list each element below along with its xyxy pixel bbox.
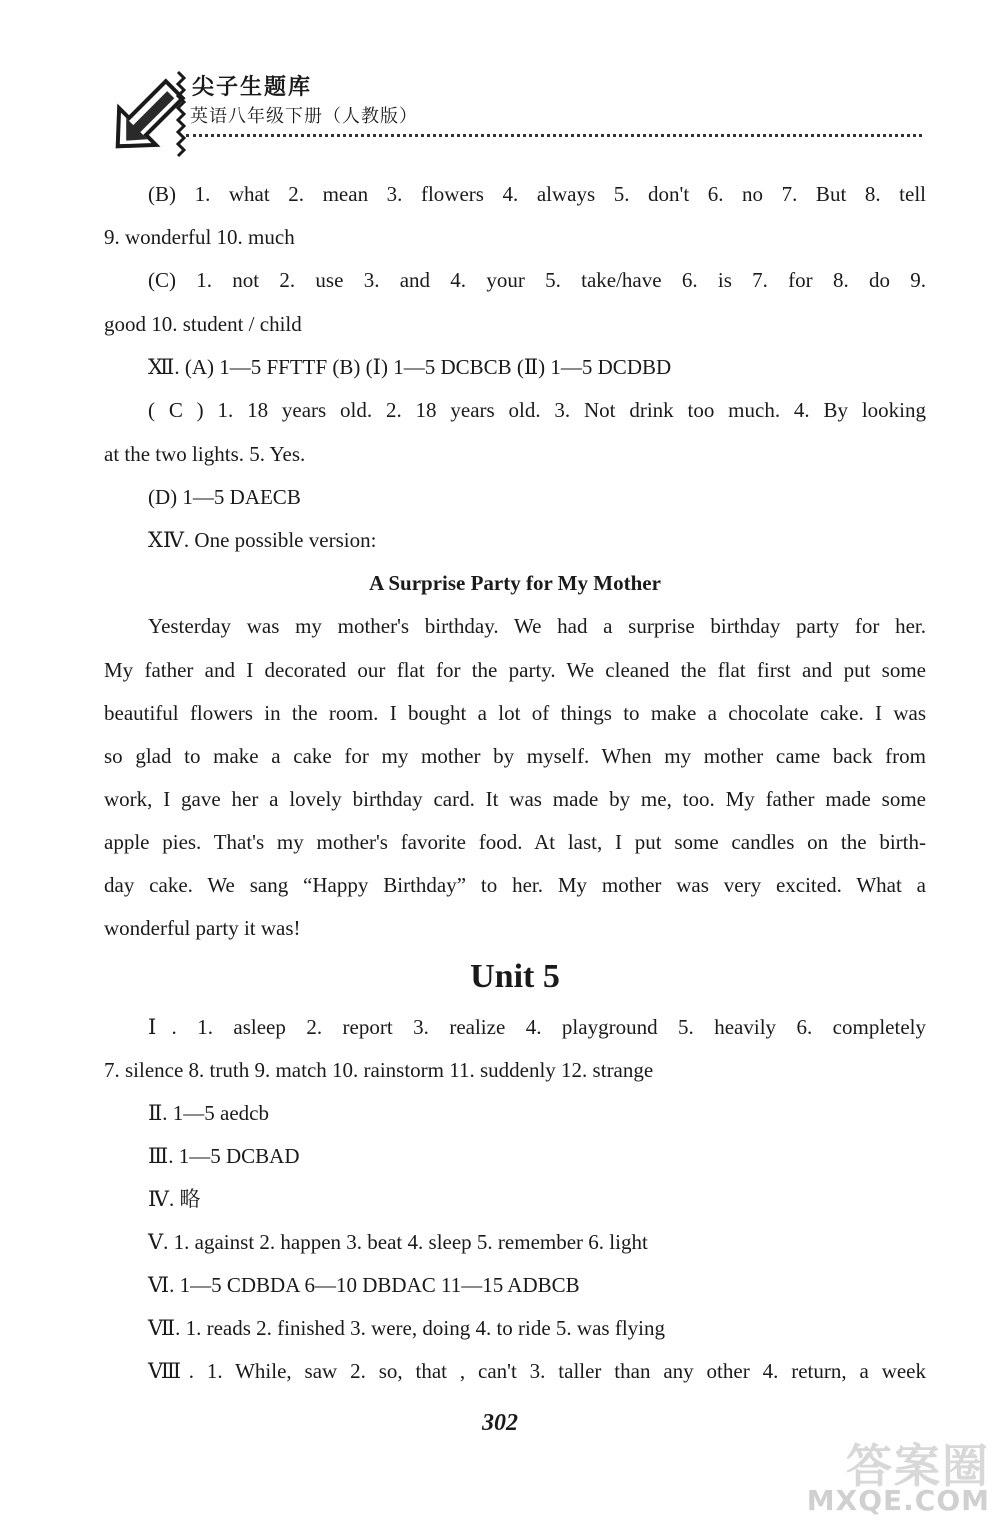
unit-answer-line: Ⅶ. 1. reads 2. finished 3. were, doing 4. to ride 5. was flying	[148, 1316, 666, 1340]
unit-answer-line: Ⅲ. 1—5 DCBAD	[148, 1144, 300, 1168]
book-subtitle: 英语八年级下册（人教版）	[190, 106, 418, 127]
answer-line: (D) 1—5 DAECB	[148, 485, 301, 509]
page-number: 302	[482, 1410, 518, 1436]
answer-line: ( C ) 1. 18 years old. 2. 18 years old. 3. Not drink too much. 4. By looking	[148, 398, 926, 422]
essay-line: work, I gave her a lovely birthday card. It was made by me, too. My father made some	[104, 787, 926, 811]
essay-line: day cake. We sang “Happy Birthday” to her. My mother was very excited. What a	[104, 873, 926, 897]
essay-line: My father and I decorated our flat for the party. We cleaned the flat first and put some	[104, 658, 926, 682]
unit-answer-line: 7. silence 8. truth 9. match 10. rainstorm 11. suddenly 12. strange	[104, 1058, 654, 1082]
unit-answer-line: Ⅳ. 略	[148, 1187, 201, 1211]
header-divider	[186, 134, 922, 137]
unit-answer-line: Ⅷ. 1. While, saw 2. so, that , can't 3. taller than any other 4. return, a week	[148, 1359, 926, 1383]
unit-answer-line: Ⅴ. 1. against 2. happen 3. beat 4. sleep 5. remember 6. light	[148, 1230, 648, 1254]
answer-line: (B) 1. what 2. mean 3. flowers 4. always 5. don't 6. no 7. But 8. tell	[148, 182, 926, 206]
essay-line: beautiful flowers in the room. I bought a lot of things to make a chocolate cake. I was	[104, 701, 926, 725]
answer-line: ⅩⅣ. One possible version:	[148, 528, 377, 552]
essay-line: Yesterday was my mother's birthday. We had a surprise birthday party for her.	[148, 614, 926, 638]
watermark	[760, 1430, 990, 1518]
answer-line: Ⅻ. (A) 1—5 FFTTF (B) (Ⅰ) 1—5 DCBCB (Ⅱ) 1—5 DCDBD	[148, 355, 672, 379]
essay-line: apple pies. That's my mother's favorite food. At last, I put some candles on the birth-	[104, 830, 926, 854]
unit-answer-line: Ⅱ. 1—5 aedcb	[148, 1101, 269, 1125]
answer-line: good 10. student / child	[104, 312, 302, 336]
answer-line: (C) 1. not 2. use 3. and 4. your 5. take/have 6. is 7. for 8. do 9.	[148, 268, 926, 292]
arrow-logo-icon	[98, 68, 193, 168]
essay-line: so glad to make a cake for my mother by myself. When my mother came back from	[104, 744, 926, 768]
book-title: 尖子生题库	[192, 75, 313, 100]
answer-line: 9. wonderful 10. much	[104, 225, 295, 249]
page-header	[0, 0, 1000, 170]
answer-line: at the two lights. 5. Yes.	[104, 442, 306, 466]
essay-line: wonderful party it was!	[104, 916, 301, 940]
watermark-text: 答案圈	[846, 1439, 990, 1493]
unit-title: Unit 5	[470, 958, 560, 995]
essay-title: A Surprise Party for My Mother	[369, 571, 661, 595]
unit-answer-line: Ⅰ. 1. asleep 2. report 3. realize 4. playground 5. heavily 6. completely	[148, 1015, 926, 1039]
unit-answer-line: Ⅵ. 1—5 CDBDA 6—10 DBDAC 11—15 ADBCB	[148, 1273, 580, 1297]
watermark-url: MXQE.COM	[806, 1484, 990, 1517]
